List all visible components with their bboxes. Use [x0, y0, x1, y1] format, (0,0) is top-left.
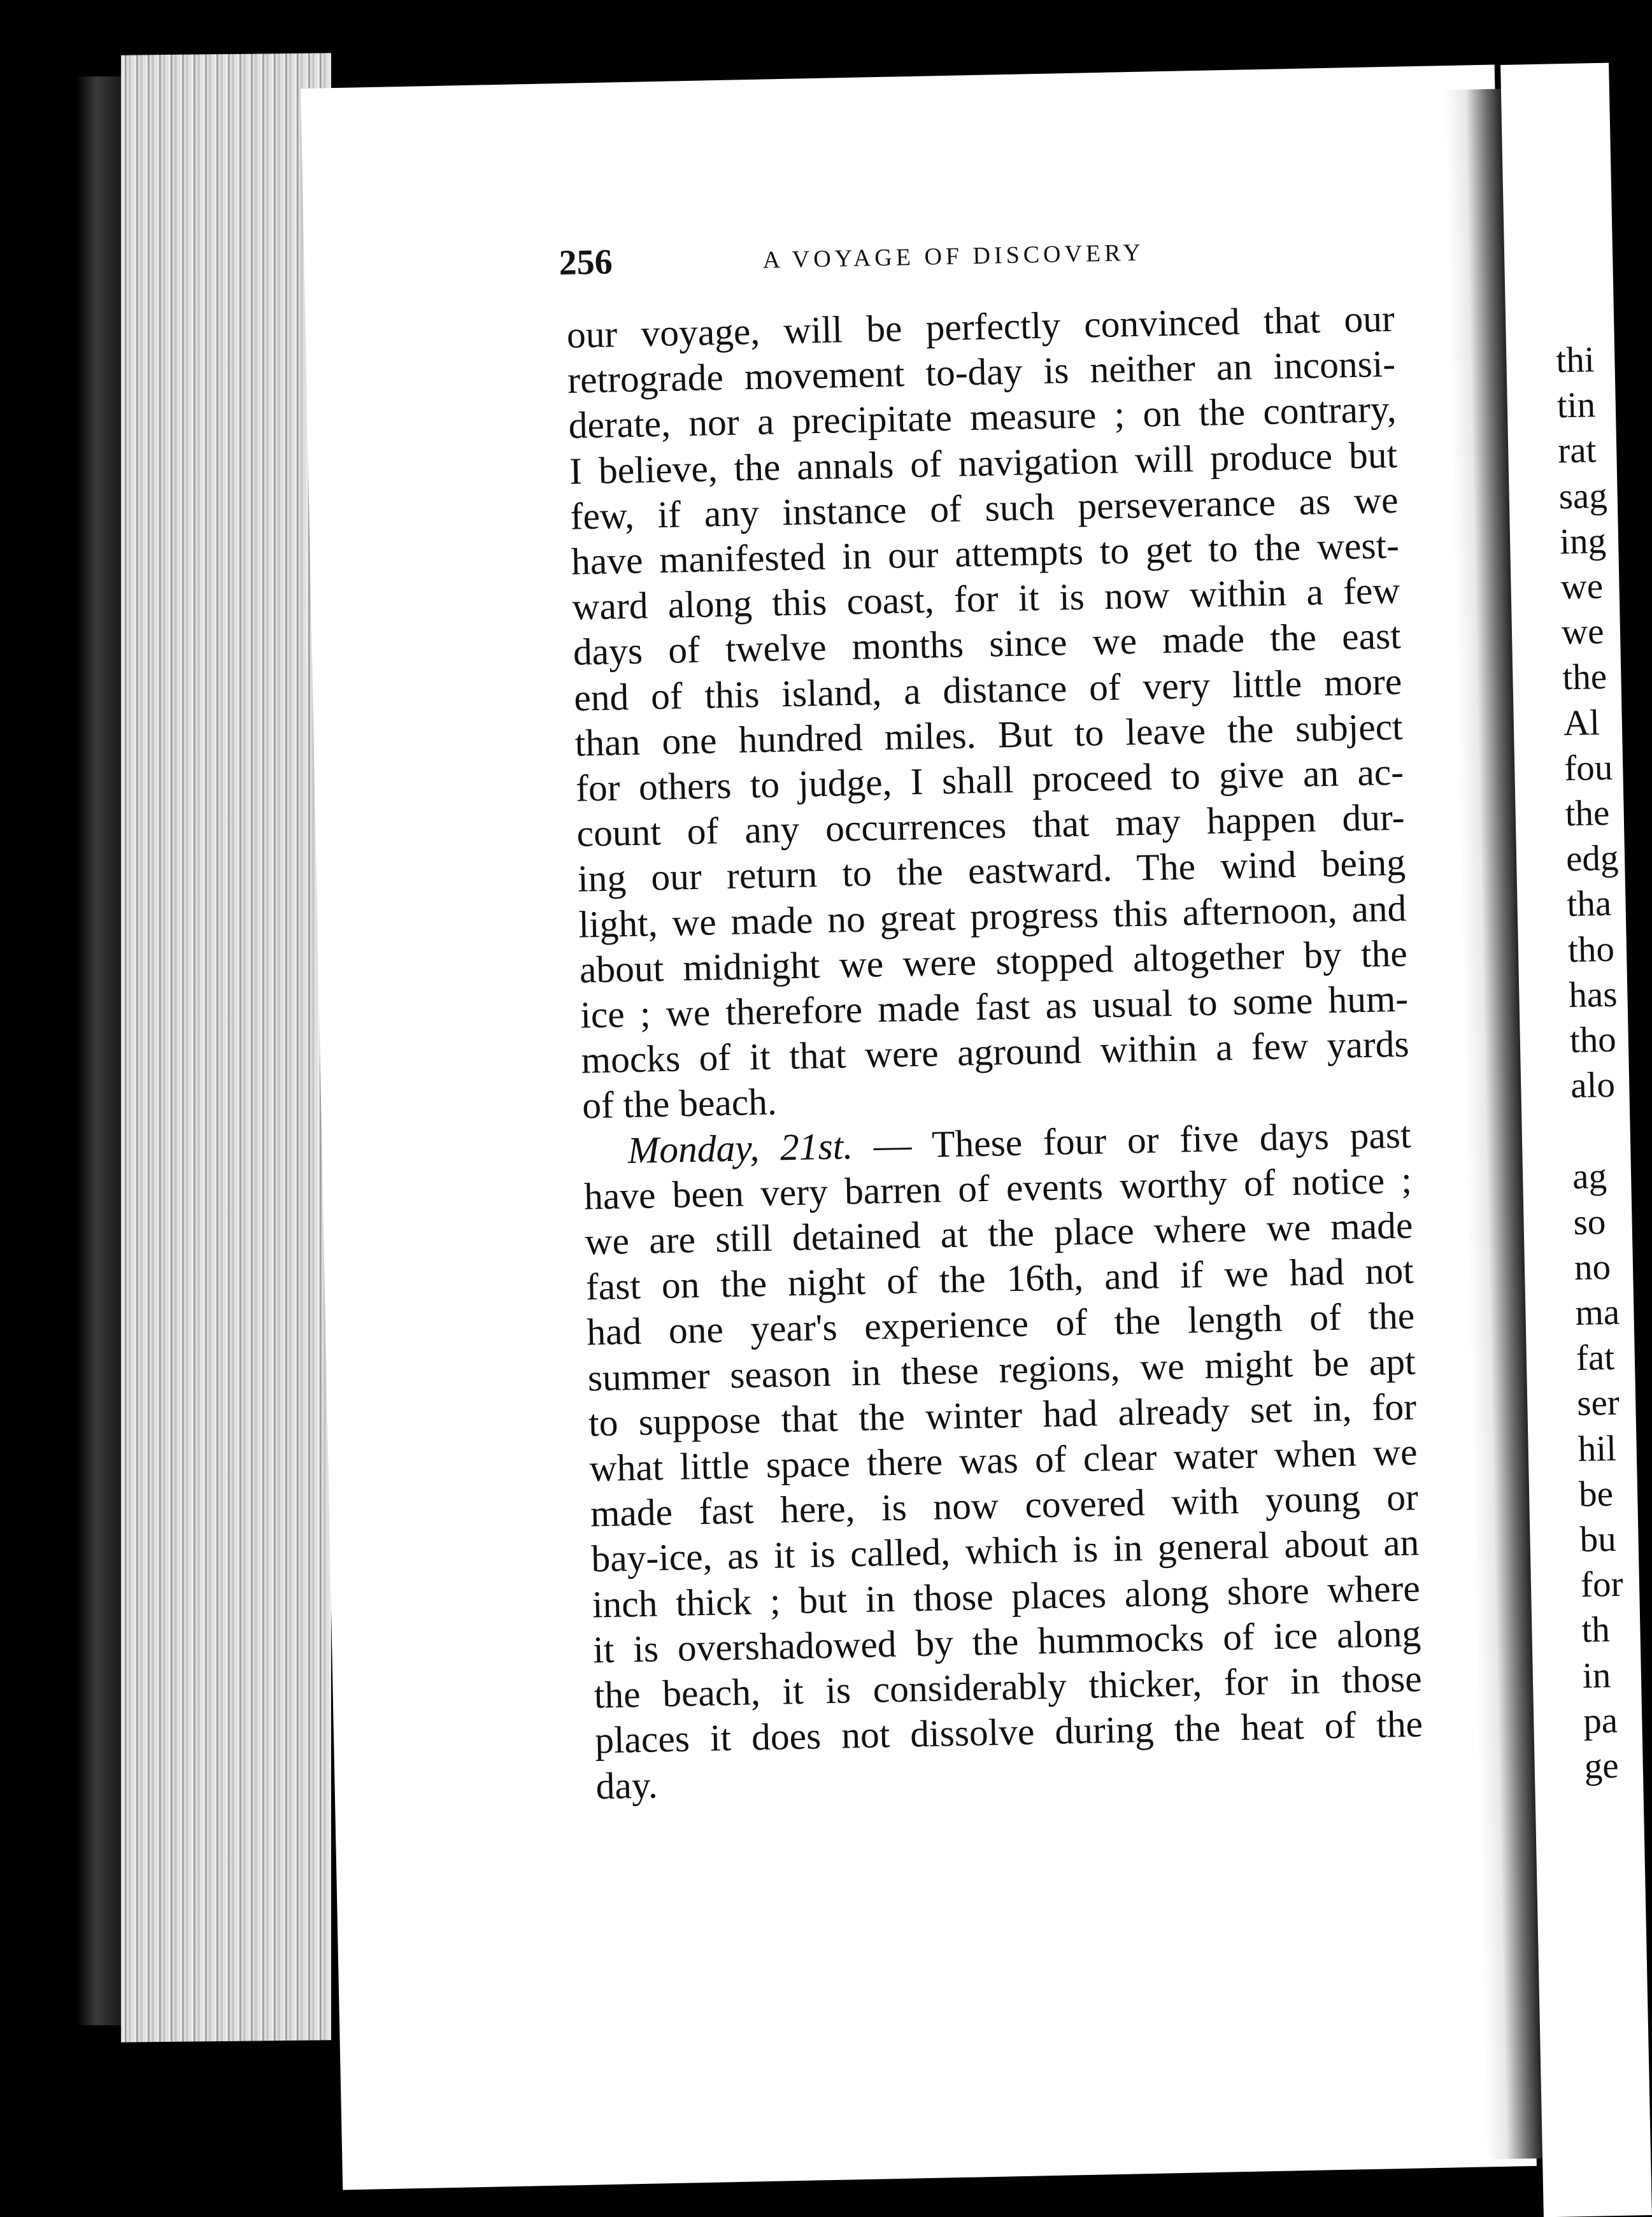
facing-fragment: fou — [1563, 747, 1613, 789]
running-title: A VOYAGE OF DISCOVERY — [762, 239, 1145, 274]
facing-fragment: ing — [1559, 520, 1607, 562]
facing-fragment: ser — [1576, 1383, 1620, 1424]
text-line: ice ; we therefore made fast as usual to some hum- — [580, 977, 1409, 1036]
text-line: days of twelve months since we made the east — [573, 615, 1402, 674]
text-line: it is overshadowed by the hummocks of ice along — [592, 1612, 1421, 1671]
text-line: bay-ice, as it is called, which is in general about an — [590, 1521, 1420, 1580]
text-line: ing our return to the eastward. The wind being — [577, 841, 1406, 901]
facing-page-text — [1556, 337, 1637, 1789]
text-line: of the beach. — [581, 1080, 778, 1127]
facing-fragment: pa — [1583, 1700, 1618, 1741]
entry-day: Monday, — [627, 1126, 760, 1171]
text-line: derate, nor a precipitate measure ; on the contrary, — [568, 388, 1397, 447]
text-line: end of this island, a distance of very little more — [573, 660, 1402, 719]
book-page — [301, 65, 1537, 2190]
facing-fragment: tho — [1567, 929, 1615, 970]
facing-fragment: fat — [1576, 1337, 1615, 1379]
facing-fragment: the — [1565, 792, 1610, 834]
facing-fragment: hil — [1577, 1428, 1617, 1469]
facing-fragment: ma — [1574, 1292, 1620, 1334]
text-line: have manifested in our attempts to get to the west- — [571, 524, 1400, 583]
facing-fragment: sag — [1558, 475, 1608, 517]
text-line: have been very barren of events worthy of notice ; — [583, 1158, 1413, 1218]
facing-fragment: ag — [1572, 1156, 1607, 1197]
text-line: ward along this coast, for it is now within a few — [571, 569, 1400, 628]
text-line: count of any occurrences that may happen dur- — [576, 795, 1406, 855]
text-line: had one year's experience of the length of the — [586, 1294, 1415, 1353]
text-line: the beach, it is considerably thicker, for in those — [594, 1657, 1423, 1716]
text-line: fast on the night of the 16th, and if we had not — [585, 1249, 1414, 1308]
page-number: 256 — [559, 242, 613, 283]
facing-fragment: tha — [1566, 883, 1612, 925]
text-line: than one hundred miles. But to leave the subject — [574, 705, 1404, 764]
text-line: for others to judge, I shall proceed to give an ac- — [575, 750, 1404, 809]
text-line: light, we made no great progress this afternoon, and — [578, 887, 1407, 946]
text-line: about midnight we were stopped altogether by the — [579, 932, 1408, 991]
text-line: places it does not dissolve during the heat of the — [594, 1702, 1423, 1762]
facing-fragment: Al — [1563, 702, 1600, 743]
entry-date: 21st. — [780, 1124, 853, 1169]
facing-fragment: be — [1578, 1473, 1614, 1515]
text-line: what little space there was of clear water when we — [588, 1430, 1418, 1490]
entry-paragraph — [583, 1157, 1424, 1809]
facing-fragment: the — [1562, 657, 1607, 698]
facing-fragment: we — [1560, 566, 1604, 608]
facing-fragment: edg — [1565, 838, 1620, 880]
text-line: summer season in these regions, we might be apt — [587, 1340, 1416, 1399]
body-text — [566, 296, 1424, 1809]
running-head — [559, 230, 1197, 300]
text-line: to suppose that the winter had already set in, for — [588, 1385, 1417, 1444]
text-line: retrograde movement to-day is neither an inconsi- — [567, 342, 1396, 402]
facing-fragment: bu — [1579, 1518, 1617, 1560]
entry-first-text: — These four or five days past — [873, 1113, 1412, 1167]
text-line: mocks of it that were aground within a few yards — [581, 1022, 1410, 1081]
page-edge-stack — [121, 53, 331, 2042]
text-line: I believe, the annals of navigation will produce but — [569, 433, 1398, 492]
facing-fragment: alo — [1570, 1065, 1616, 1106]
text-line: day. — [595, 1763, 659, 1807]
facing-fragment: no — [1574, 1246, 1611, 1288]
facing-fragment: for — [1580, 1564, 1624, 1606]
facing-fragment: tho — [1569, 1019, 1617, 1061]
text-line: inch thick ; but in those places along shore where — [592, 1567, 1421, 1626]
facing-fragment: in — [1582, 1655, 1611, 1696]
facing-fragment: thi — [1555, 339, 1595, 381]
facing-fragment: so — [1572, 1201, 1606, 1243]
facing-fragment: tin — [1556, 385, 1596, 426]
facing-fragment: rat — [1557, 430, 1597, 471]
paragraph-continuation — [566, 296, 1410, 1129]
facing-fragment: th — [1581, 1609, 1611, 1651]
text-line: made fast here, is now covered with young or — [590, 1476, 1419, 1535]
text-line: few, if any instance of such perseverance as we — [569, 478, 1399, 538]
text-line: our voyage, will be perfectly convinced that our — [566, 297, 1395, 356]
diary-entry — [583, 1112, 1424, 1809]
facing-fragment: we — [1561, 611, 1605, 653]
binding-shadow — [76, 76, 127, 2025]
text-line: we are still detained at the place where we made — [584, 1204, 1413, 1263]
facing-fragment: has — [1568, 974, 1618, 1016]
facing-fragment: ge — [1584, 1745, 1620, 1787]
